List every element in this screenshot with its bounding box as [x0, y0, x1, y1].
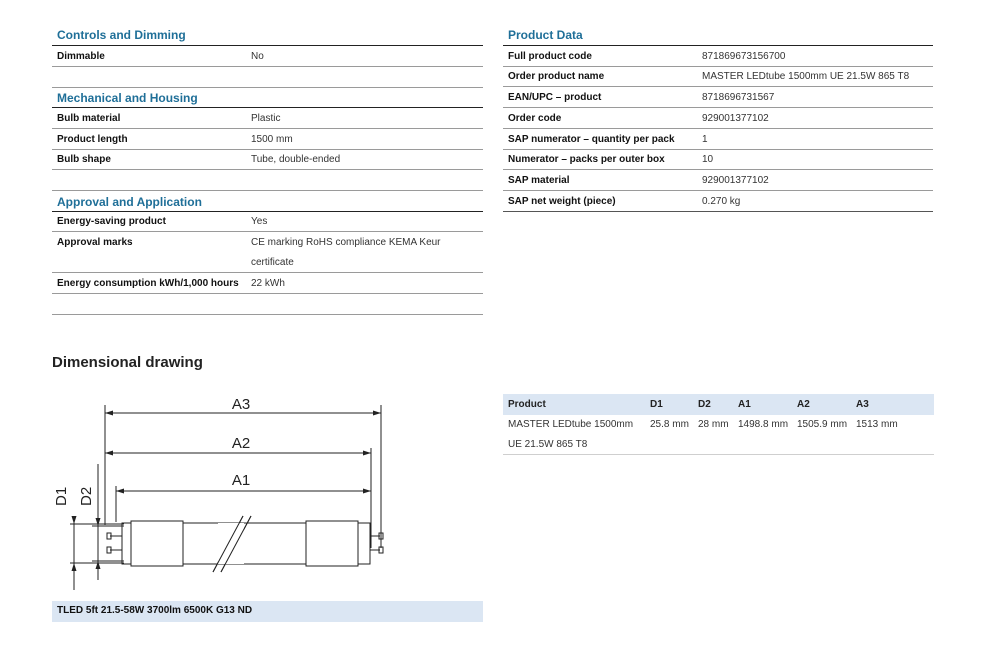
- energy-saving-value: Yes: [251, 216, 268, 227]
- approval-title: Approval and Application: [57, 195, 202, 209]
- cell-product-line1: MASTER LEDtube 1500mm: [508, 419, 634, 430]
- sap-net-weight-label: SAP net weight (piece): [508, 196, 616, 207]
- dimmable-label: Dimmable: [57, 51, 105, 62]
- ean-upc-label: EAN/UPC – product: [508, 92, 602, 103]
- order-code-value: 929001377102: [702, 113, 769, 124]
- packs-per-box-label: Numerator – packs per outer box: [508, 154, 665, 165]
- sap-numerator-value: 1: [702, 134, 708, 145]
- order-product-name-label: Order product name: [508, 71, 605, 82]
- bulb-shape-label: Bulb shape: [57, 154, 111, 165]
- label-a2: A2: [231, 435, 251, 452]
- approval-marks-value: CE marking RoHS compliance KEMA Keur: [251, 237, 441, 248]
- dimensional-heading: Dimensional drawing: [52, 354, 203, 371]
- product-length-label: Product length: [57, 134, 128, 145]
- cell-a2: 1505.9 mm: [797, 419, 848, 430]
- sap-material-label: SAP material: [508, 175, 570, 186]
- label-a3: A3: [231, 396, 251, 413]
- header-a2: A2: [797, 399, 810, 410]
- full-product-code-label: Full product code: [508, 51, 592, 62]
- label-a1: A1: [231, 472, 251, 489]
- cell-d2: 28 mm: [698, 419, 729, 430]
- bulb-shape-value: Tube, double-ended: [251, 154, 341, 165]
- product-data-title: Product Data: [508, 28, 583, 42]
- dimension-table-bottom-rule: [503, 454, 934, 455]
- packs-per-box-value: 10: [702, 154, 714, 165]
- energy-saving-label: Energy-saving product: [57, 216, 166, 227]
- energy-consumption-value: 22 kWh: [251, 278, 285, 289]
- sap-net-weight-value: 0.270 kg: [702, 196, 741, 207]
- drawing-caption: TLED 5ft 21.5-58W 3700lm 6500K G13 ND: [57, 605, 253, 616]
- cell-d1: 25.8 mm: [650, 419, 689, 430]
- label-d1: D1: [53, 486, 70, 506]
- order-product-name-value: MASTER LEDtube 1500mm UE 21.5W 865 T8: [702, 71, 910, 82]
- full-product-code-value: 871869673156700: [702, 51, 786, 62]
- sap-material-value: 929001377102: [702, 175, 769, 186]
- header-a3: A3: [856, 399, 869, 410]
- controls-title: Controls and Dimming: [57, 28, 186, 42]
- header-product: Product: [508, 399, 546, 410]
- approval-marks-value-cont: certificate: [251, 257, 294, 268]
- energy-consumption-label: Energy consumption kWh/1,000 hours: [57, 278, 239, 289]
- product-length-value: 1500 mm: [251, 134, 293, 145]
- cell-a3: 1513 mm: [856, 419, 898, 430]
- cell-product-line2: UE 21.5W 865 T8: [508, 439, 588, 450]
- header-d2: D2: [698, 399, 711, 410]
- ean-upc-value: 8718696731567: [702, 92, 775, 103]
- label-d2: D2: [78, 486, 95, 506]
- header-d1: D1: [650, 399, 663, 410]
- bulb-material-label: Bulb material: [57, 113, 121, 124]
- header-a1: A1: [738, 399, 751, 410]
- approval-marks-label: Approval marks: [57, 237, 133, 248]
- order-code-label: Order code: [508, 113, 562, 124]
- sap-numerator-label: SAP numerator – quantity per pack: [508, 134, 675, 145]
- mechanical-title: Mechanical and Housing: [57, 91, 198, 105]
- bulb-material-value: Plastic: [251, 113, 281, 124]
- dimmable-value: No: [251, 51, 264, 62]
- cell-a1: 1498.8 mm: [738, 419, 789, 430]
- dimension-table-header: [503, 394, 934, 415]
